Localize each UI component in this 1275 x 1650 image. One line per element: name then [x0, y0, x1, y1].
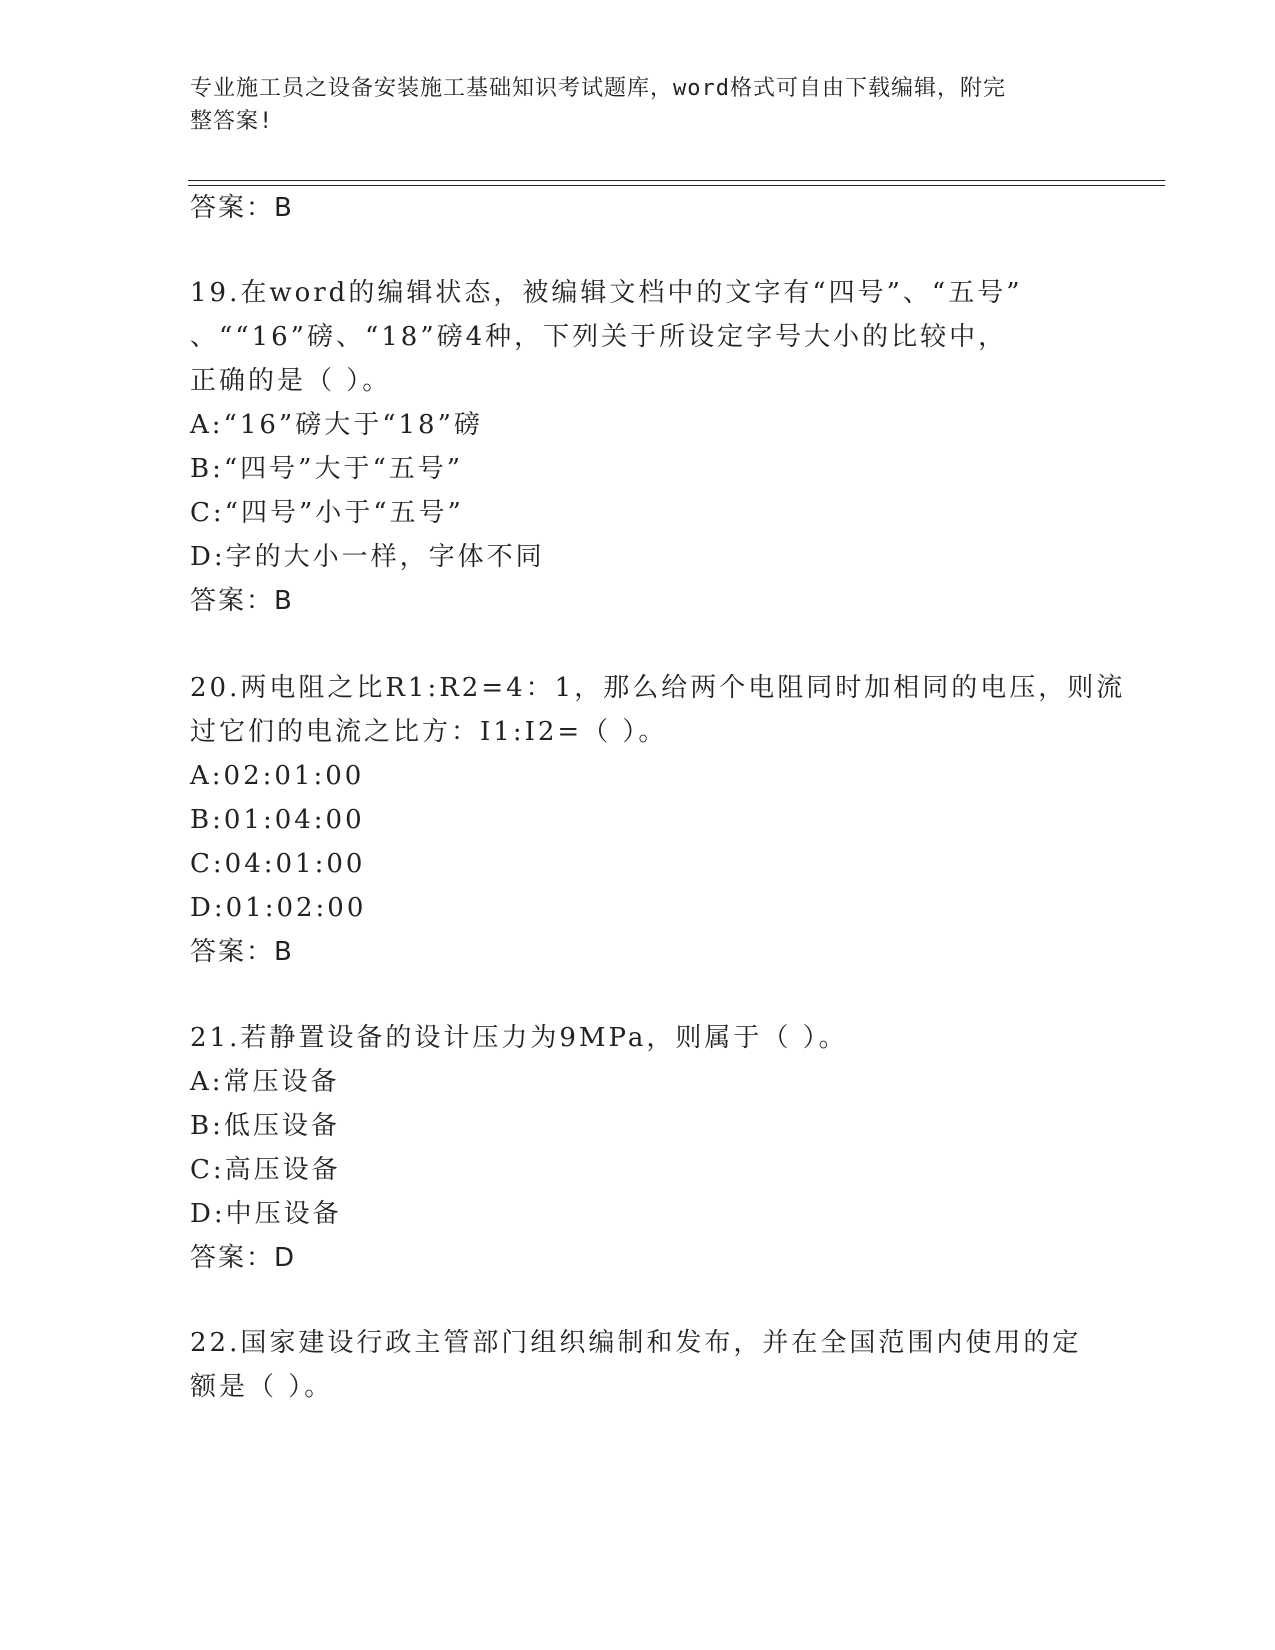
document-header	[190, 72, 1090, 138]
question-19-option-a: A:“16”磅大于“18”磅	[190, 410, 483, 440]
question-19-answer: 答案：B	[190, 586, 294, 616]
question-19-option-c: C:“四号”小于“五号”	[190, 498, 464, 528]
question-19-line-3: 正确的是（ ）。	[190, 366, 392, 396]
question-21-option-b: B:低压设备	[190, 1111, 340, 1141]
header-line-1: 专业施工员之设备安装施工基础知识考试题库，word格式可自由下载编辑，附完	[190, 76, 1006, 101]
question-20-option-c: C:04:01:00	[190, 849, 366, 879]
question-21-option-c: C:高压设备	[190, 1155, 341, 1185]
question-20-answer: 答案：B	[190, 937, 294, 967]
question-19-option-b: B:“四号”大于“五号”	[190, 454, 464, 484]
question-19-option-d: D:字的大小一样，字体不同	[190, 542, 545, 572]
question-21-option-a: A:常压设备	[190, 1067, 340, 1097]
question-22-line-2: 额是（ ）。	[190, 1372, 334, 1402]
previous-answer: 答案：B	[190, 193, 294, 223]
question-19-line-2: 、““16”磅、“18”磅4种，下列关于所设定字号大小的比较中，	[190, 322, 1008, 352]
header-line-2: 整答案!	[190, 109, 274, 134]
question-20-option-a: A:02:01:00	[190, 761, 365, 791]
question-20-line-2: 过它们的电流之比方：I1:I2=（ ）。	[190, 717, 668, 747]
header-divider-top	[188, 180, 1165, 181]
question-21-answer: 答案：D	[190, 1243, 297, 1273]
question-21-option-d: D:中压设备	[190, 1199, 342, 1229]
question-21-line-1: 21.若静置设备的设计压力为9MPa，则属于（ ）。	[190, 1023, 848, 1053]
question-22-line-1: 22.国家建设行政主管部门组织编制和发布，并在全国范围内使用的定	[190, 1328, 1082, 1358]
question-20-option-b: B:01:04:00	[190, 805, 365, 835]
question-19-line-1: 19.在word的编辑状态，被编辑文档中的文字有“四号”、“五号”	[190, 278, 1023, 308]
header-divider-bottom	[188, 185, 1165, 186]
question-20-option-d: D:01:02:00	[190, 893, 367, 923]
question-20-line-1: 20.两电阻之比R1:R2=4：1，那么给两个电阻同时加相同的电压，则流	[190, 673, 1126, 703]
